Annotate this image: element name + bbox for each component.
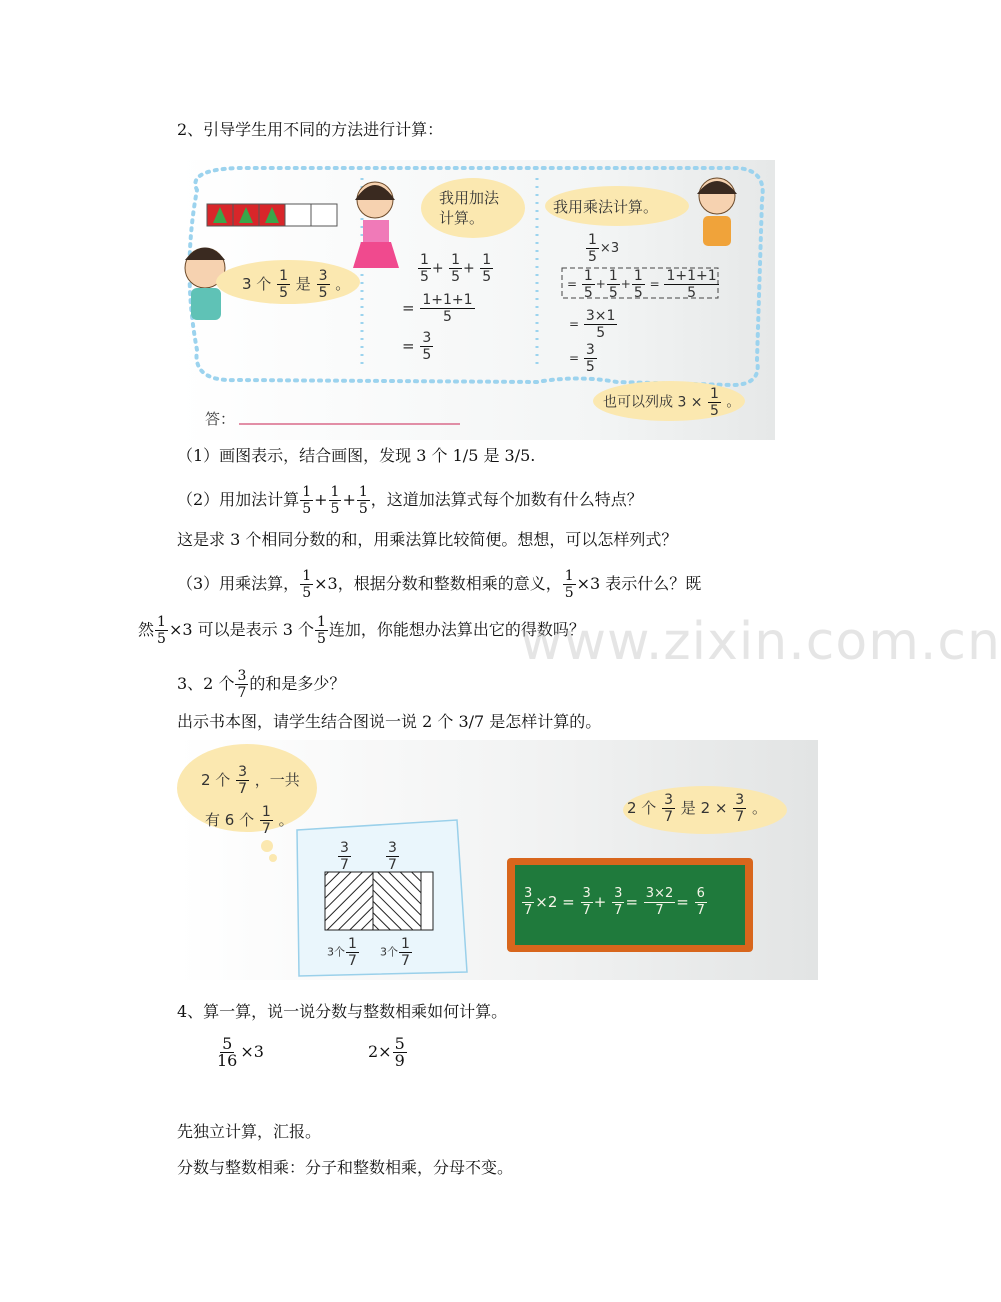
bubble-add: 我用加法计算。 bbox=[439, 189, 500, 227]
numerator: 6 bbox=[696, 886, 705, 901]
fraction bbox=[317, 268, 330, 301]
bubble-left-mid: 是 bbox=[295, 275, 311, 293]
fraction bbox=[260, 804, 273, 837]
denominator: 5 bbox=[302, 501, 312, 517]
denominator: 5 bbox=[302, 585, 312, 601]
fraction bbox=[300, 484, 313, 517]
fraction bbox=[338, 840, 351, 873]
bubble-mul: 我用乘法计算。 bbox=[553, 198, 659, 216]
fraction bbox=[480, 252, 493, 285]
fraction bbox=[399, 936, 412, 969]
bubble-bottom-post: 。 bbox=[726, 394, 741, 411]
numerator: 3 bbox=[238, 764, 248, 780]
denominator: 5 bbox=[330, 501, 340, 517]
fraction bbox=[607, 268, 620, 301]
fraction bbox=[612, 886, 624, 919]
heading-3-post: 的和是多少？ bbox=[249, 674, 346, 693]
numerator: 3 bbox=[585, 342, 595, 358]
text: + bbox=[593, 893, 607, 911]
numerator: 1 bbox=[710, 386, 719, 402]
numerator: 1 bbox=[608, 268, 618, 284]
text: 2 个 bbox=[627, 799, 657, 817]
fraction bbox=[664, 268, 718, 301]
denominator: 5 bbox=[564, 585, 574, 601]
fraction bbox=[420, 330, 433, 363]
numerator: 3 bbox=[582, 886, 591, 901]
plus: + bbox=[342, 490, 356, 509]
add-step-2: = $\frac{3}{5}$ bbox=[402, 330, 432, 363]
line-b: 分数与整数相乘：分子和整数相乘，分母不变。 bbox=[177, 1158, 514, 1177]
diagram-top-label-1 bbox=[337, 840, 352, 873]
fraction bbox=[215, 1036, 239, 1069]
denominator: 5 bbox=[318, 285, 328, 301]
numerator: 1 bbox=[302, 484, 312, 500]
item-3-mid: ×3，根据分数和整数相乘的意义， bbox=[314, 574, 562, 593]
denominator: 5 bbox=[422, 347, 432, 363]
denominator: 7 bbox=[388, 857, 397, 873]
text: 有 6 个 bbox=[205, 811, 255, 829]
numerator: 1 bbox=[583, 268, 593, 284]
fraction bbox=[695, 886, 707, 919]
fraction bbox=[277, 268, 290, 301]
add-step-1: = $\frac{1+1+1}{5}$ bbox=[402, 292, 473, 325]
denominator: 5 bbox=[583, 285, 593, 301]
fraction bbox=[644, 886, 675, 919]
fraction bbox=[329, 484, 342, 517]
numerator: 1 bbox=[302, 568, 312, 584]
denominator: 5 bbox=[585, 359, 595, 375]
heading-4: 4、算一算，说一说分数与整数相乘如何计算。 bbox=[177, 1002, 508, 1021]
bubble-bottom-pre: 也可以列成 3 × bbox=[603, 394, 703, 411]
item-2-pre: （2）用加法计算 bbox=[177, 490, 300, 509]
text: ×3 bbox=[240, 1042, 264, 1061]
fraction bbox=[386, 840, 399, 873]
numerator: 3 bbox=[735, 792, 745, 808]
fraction bbox=[346, 936, 359, 969]
mul-step-3: = $\frac{3}{5}$ bbox=[569, 342, 595, 375]
denominator: 5 bbox=[420, 269, 429, 285]
denominator: 7 bbox=[696, 903, 705, 918]
numerator: 3 bbox=[237, 668, 247, 684]
denominator: 7 bbox=[238, 781, 248, 797]
denominator: 5 bbox=[687, 285, 696, 301]
denominator: 5 bbox=[316, 631, 326, 647]
text: 2× bbox=[368, 1042, 392, 1061]
numerator: 1 bbox=[261, 804, 271, 820]
fraction bbox=[420, 292, 474, 325]
numerator: 3 bbox=[340, 840, 349, 856]
denominator: 5 bbox=[588, 249, 597, 265]
diagram-bottom-label-2 bbox=[380, 936, 413, 969]
numerator: 3 bbox=[388, 840, 397, 856]
numerator: 1 bbox=[451, 252, 461, 268]
fraction bbox=[662, 792, 675, 825]
illustration-two-three-sevenths bbox=[177, 740, 818, 980]
numerator: 3 bbox=[524, 886, 533, 901]
fraction bbox=[418, 252, 431, 285]
denominator: 5 bbox=[608, 285, 618, 301]
denominator: 5 bbox=[358, 501, 368, 517]
illustration-multiply-methods bbox=[177, 160, 775, 440]
item-3-line-2 bbox=[138, 614, 585, 647]
denominator: 7 bbox=[582, 903, 591, 918]
numerator: 1 bbox=[564, 568, 574, 584]
text: 3个 bbox=[380, 945, 398, 959]
bubble-right-2 bbox=[627, 792, 767, 825]
denominator: 7 bbox=[261, 821, 271, 837]
denominator: 7 bbox=[655, 903, 664, 918]
fraction bbox=[235, 668, 248, 701]
denominator: 5 bbox=[451, 269, 461, 285]
numerator: 1 bbox=[401, 936, 410, 952]
heading-3b: 出示书本图，请学生结合图说一说 2 个 3/7 是怎样计算的。 bbox=[177, 712, 602, 731]
fraction bbox=[155, 614, 168, 647]
numerator: 5 bbox=[394, 1034, 405, 1053]
numerator: 3 bbox=[422, 330, 432, 346]
denominator: 7 bbox=[340, 857, 349, 873]
fraction bbox=[733, 792, 746, 825]
line-a: 先独立计算，汇报。 bbox=[177, 1122, 322, 1141]
fraction bbox=[357, 484, 370, 517]
heading-2: 2、引导学生用不同的方法进行计算： bbox=[177, 120, 444, 139]
fraction bbox=[632, 268, 645, 301]
item-3-line-1 bbox=[177, 568, 701, 601]
bubble-bottom bbox=[603, 386, 740, 419]
denominator: 7 bbox=[401, 953, 410, 969]
bubble-left-2-line-1 bbox=[201, 764, 300, 797]
chalkboard-equation bbox=[521, 886, 708, 919]
diagram-top-label-2 bbox=[385, 840, 400, 873]
text: ×2 = bbox=[535, 893, 575, 911]
numerator: 1 bbox=[157, 614, 166, 630]
numerator: 1 bbox=[358, 484, 368, 500]
item-2 bbox=[177, 484, 643, 517]
plus: + bbox=[314, 490, 328, 509]
bubble-left-pre: 3 个 bbox=[242, 275, 272, 293]
bubble-left-2-line-2 bbox=[205, 804, 294, 837]
heading-3 bbox=[177, 668, 345, 701]
item-3-pre: （3）用乘法算， bbox=[177, 574, 300, 593]
bubble-left bbox=[242, 268, 350, 301]
text: 是 2 × bbox=[680, 799, 728, 817]
numerator: 1 bbox=[330, 484, 340, 500]
text: = bbox=[676, 893, 689, 911]
item-3-line-2-pre: 然 bbox=[138, 620, 155, 639]
numerator: 3 bbox=[614, 886, 623, 901]
add-expression: $\frac{1}{5}$ + $\frac{1}{5}$ + $\frac{1}{5}$ bbox=[420, 252, 492, 285]
denominator: 7 bbox=[735, 809, 745, 825]
text: 2 个 bbox=[201, 771, 231, 789]
numerator: 1 bbox=[633, 268, 643, 284]
denominator: 5 bbox=[633, 285, 643, 301]
answer-label: 答： bbox=[205, 410, 236, 428]
mul-expression bbox=[585, 232, 619, 265]
fraction bbox=[300, 568, 313, 601]
text: ，一共 bbox=[254, 771, 300, 789]
denominator: 7 bbox=[614, 903, 623, 918]
mul-boxed-step: = $\frac{1}{5}$ + $\frac{1}{5}$ + $\frac{1}{5}$ = $\frac{1+1+1}{5}$ bbox=[567, 268, 717, 301]
denominator: 7 bbox=[524, 903, 533, 918]
denominator: 16 bbox=[217, 1051, 238, 1070]
heading-3-pre: 3、2 个 bbox=[177, 674, 235, 693]
numerator: 1 bbox=[316, 614, 326, 630]
numerator: 1 bbox=[348, 936, 357, 952]
watermark: www.zixin.com.cn bbox=[520, 612, 1001, 672]
numerator: 1+1+1 bbox=[666, 268, 717, 284]
numerator: 1 bbox=[420, 252, 429, 268]
bubble-left-post: 。 bbox=[335, 275, 351, 293]
fraction bbox=[581, 886, 593, 919]
fraction bbox=[393, 1036, 407, 1069]
numerator: 3×2 bbox=[645, 886, 674, 901]
fraction bbox=[563, 568, 576, 601]
text: 。 bbox=[751, 799, 767, 817]
text: 。 bbox=[278, 811, 294, 829]
denominator: 7 bbox=[348, 953, 357, 969]
numerator: 1+1+1 bbox=[422, 292, 473, 308]
denominator: 5 bbox=[442, 309, 452, 325]
numerator: 3 bbox=[318, 268, 328, 284]
exercise-2 bbox=[368, 1036, 408, 1069]
item-3-line-2-mid: ×3 可以是表示 3 个 bbox=[168, 620, 314, 639]
text: = bbox=[625, 893, 639, 911]
numerator: 1 bbox=[279, 268, 289, 284]
fraction bbox=[584, 342, 597, 375]
fraction bbox=[586, 232, 599, 265]
denominator: 5 bbox=[157, 631, 166, 647]
denominator: 5 bbox=[596, 325, 606, 341]
item-3-line-2-post: 连加，你能想办法算出它的得数吗？ bbox=[328, 620, 585, 639]
fraction bbox=[582, 268, 595, 301]
item-3-post: ×3 表示什么？既 bbox=[576, 574, 702, 593]
item-2-post: ，这道加法算式每个加数有什么特点？ bbox=[370, 490, 643, 509]
times: ×3 bbox=[599, 241, 620, 256]
item-2b: 这是求 3 个相同分数的和，用乘法算比较简便。想想，可以怎样列式？ bbox=[177, 530, 678, 549]
numerator: 1 bbox=[482, 252, 492, 268]
denominator: 5 bbox=[279, 285, 289, 301]
denominator: 5 bbox=[710, 403, 719, 419]
denominator: 9 bbox=[394, 1051, 405, 1070]
denominator: 7 bbox=[237, 685, 247, 701]
denominator: 5 bbox=[482, 269, 492, 285]
numerator: 3 bbox=[664, 792, 674, 808]
fraction bbox=[708, 386, 721, 419]
numerator: 3×1 bbox=[585, 308, 616, 324]
denominator: 7 bbox=[664, 809, 674, 825]
numerator: 1 bbox=[588, 232, 597, 248]
numerator: 5 bbox=[222, 1034, 233, 1053]
diagram-bottom-label-1 bbox=[327, 936, 360, 969]
fraction bbox=[584, 308, 618, 341]
fraction bbox=[236, 764, 249, 797]
exercise-1 bbox=[214, 1036, 264, 1069]
fraction bbox=[449, 252, 462, 285]
item-1: （1）画图表示，结合画图，发现 3 个 1/5 是 3/5. bbox=[177, 446, 536, 465]
text: 3个 bbox=[327, 945, 345, 959]
fraction bbox=[315, 614, 328, 647]
mul-step-2: = $\frac{3\times 1}{5}$ bbox=[569, 308, 616, 341]
fraction bbox=[522, 886, 534, 919]
